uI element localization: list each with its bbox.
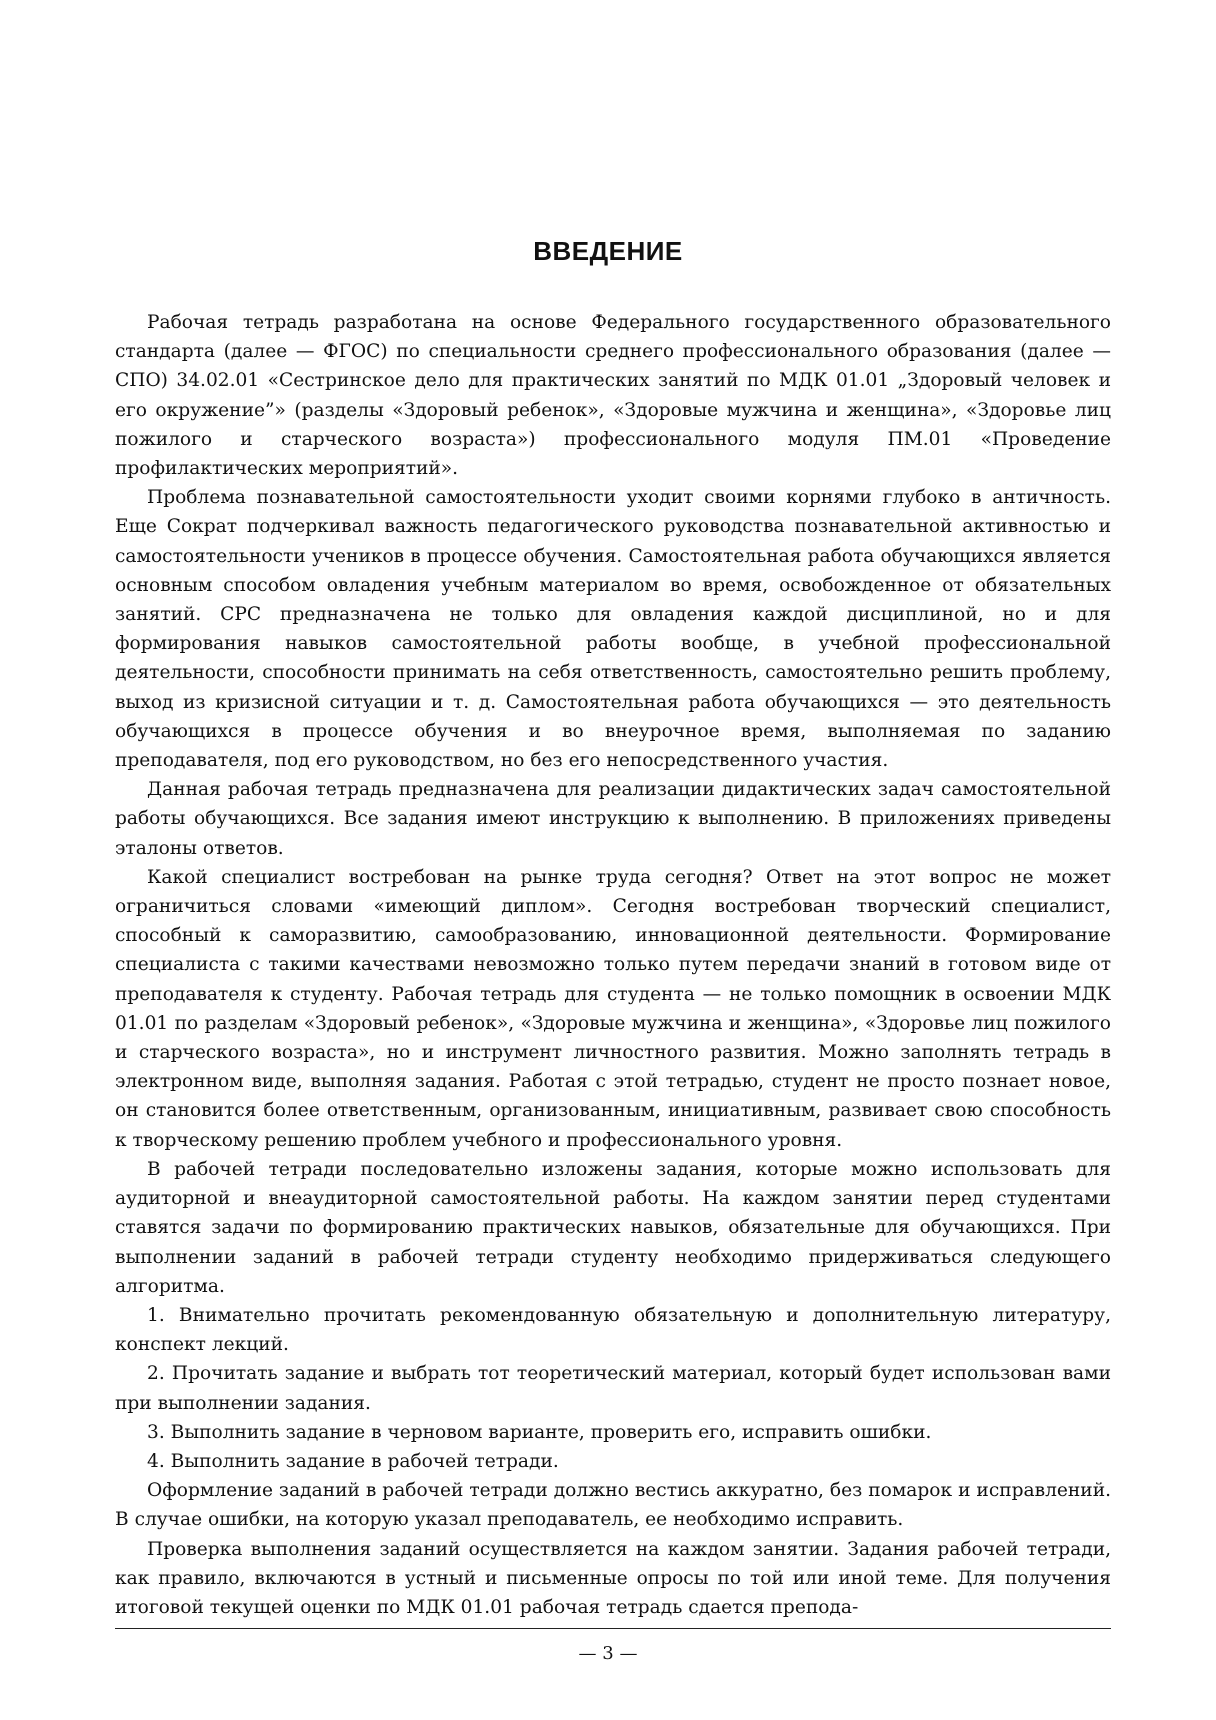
body-text — [115, 308, 1111, 1622]
list-item-2: 2. Прочитать задание и выбрать тот теоретический материал, который будет использован вами при выполнении задания. — [115, 1363, 1111, 1414]
footer-divider — [115, 1628, 1111, 1629]
paragraph-7: Проверка выполнения заданий осуществляется на каждом занятии. Задания рабочей тетради, как правило, включаются в устный и письменные опросы по той или иной теме. Для получения итоговой текущей оценки по МДК 01.01 рабочая тетрадь сдается препода- — [115, 1538, 1111, 1618]
page-number: — 3 — — [578, 1643, 638, 1664]
page-title: ВВЕДЕНИЕ — [533, 236, 683, 266]
paragraph-4: Какой специалист востребован на рынке труда сегодня? Ответ на этот вопрос не может ограничиться словами «имеющий диплом». Сегодня востребован творческий специалист, способный к саморазвитию, самообразованию, инновационной деятельности. Формирование специалиста с такими качествами невозможно только путем передачи знаний в готовом виде от преподавателя к студенту. Рабочая тетрадь для студента — не только помощник в освоении МДК 01.01 по разделам «Здоровый ребенок», «Здоровые мужчина и женщина», «Здоровье лиц пожилого и старческого возраста», но и инструмент личностного развития. Можно заполнять тетрадь в электронном виде, выполняя задания. Работая с этой тетрадью, студент не просто познает новое, он становится более ответственным, организованным, инициативным, развивает свою способность к творческому решению проблем учебного и профессионального уровня. — [115, 866, 1111, 1151]
paragraph-5: В рабочей тетради последовательно изложены задания, которые можно использовать для аудиторной и внеаудиторной самостоятельной работы. На каждом занятии перед студентами ставятся задачи по формированию практических навыков, обязательные для обучающихся. При выполнении заданий в рабочей тетради студенту необходимо придерживаться следующего алгоритма. — [115, 1158, 1111, 1297]
list-item-1: 1. Внимательно прочитать рекомендованную обязательную и дополнительную литературу, конспект лекций. — [115, 1304, 1111, 1356]
paragraph-1: Рабочая тетрадь разработана на основе Федерального государственного образовательного стандарта (далее — ФГОС) по специальности среднего профессионального образования (далее — СПО) 34.02.01 «Сестринское дело для практических занятий по МДК 01.01 „Здоровый человек и его окружение”» (разделы «Здоровый ребенок», «Здоровые мужчина и женщина», «Здоровье лиц пожилого и старческого возраста») профессионального модуля ПМ.01 «Проведение профилактических мероприятий». — [115, 312, 1111, 480]
list-item-4: 4. Выполнить задание в рабочей тетради. — [147, 1450, 559, 1472]
paragraph-2: Проблема познавательной самостоятельности уходит своими корнями глубоко в античность. Еще Сократ подчеркивал важность педагогического руководства познавательной активностью и самостоятельности учеников в процессе обучения. Самостоятельная работа обучающихся является основным способом овладения учебным материалом во время, освобожденное от обязательных занятий. СРС предназначена не только для овладения каждой дисциплиной, но и для формирования навыков самостоятельной работы вообще, в учебной профессиональной деятельности, способности принимать на себя ответственность, самостоятельно решить проблему, выход из кризисной ситуации и т. д. Самостоятельная работа обучающихся — это деятельность обучающихся в процессе обучения и во внеурочное время, выполняемая по заданию преподавателя, под его руководством, но без его непосредственного участия. — [115, 487, 1111, 772]
list-item-3: 3. Выполнить задание в черновом варианте, проверить его, исправить ошибки. — [147, 1421, 932, 1443]
paragraph-6: Оформление заданий в рабочей тетради должно вестись аккуратно, без помарок и исправлений. В случае ошибки, на которую указал преподаватель, ее необходимо исправить. — [115, 1480, 1111, 1531]
paragraph-3: Данная рабочая тетрадь предназначена для реализации дидактических задач самостоятельной работы обучающихся. Все задания имеют инструкцию к выполнению. В приложениях приведены эталоны ответов. — [115, 779, 1111, 859]
